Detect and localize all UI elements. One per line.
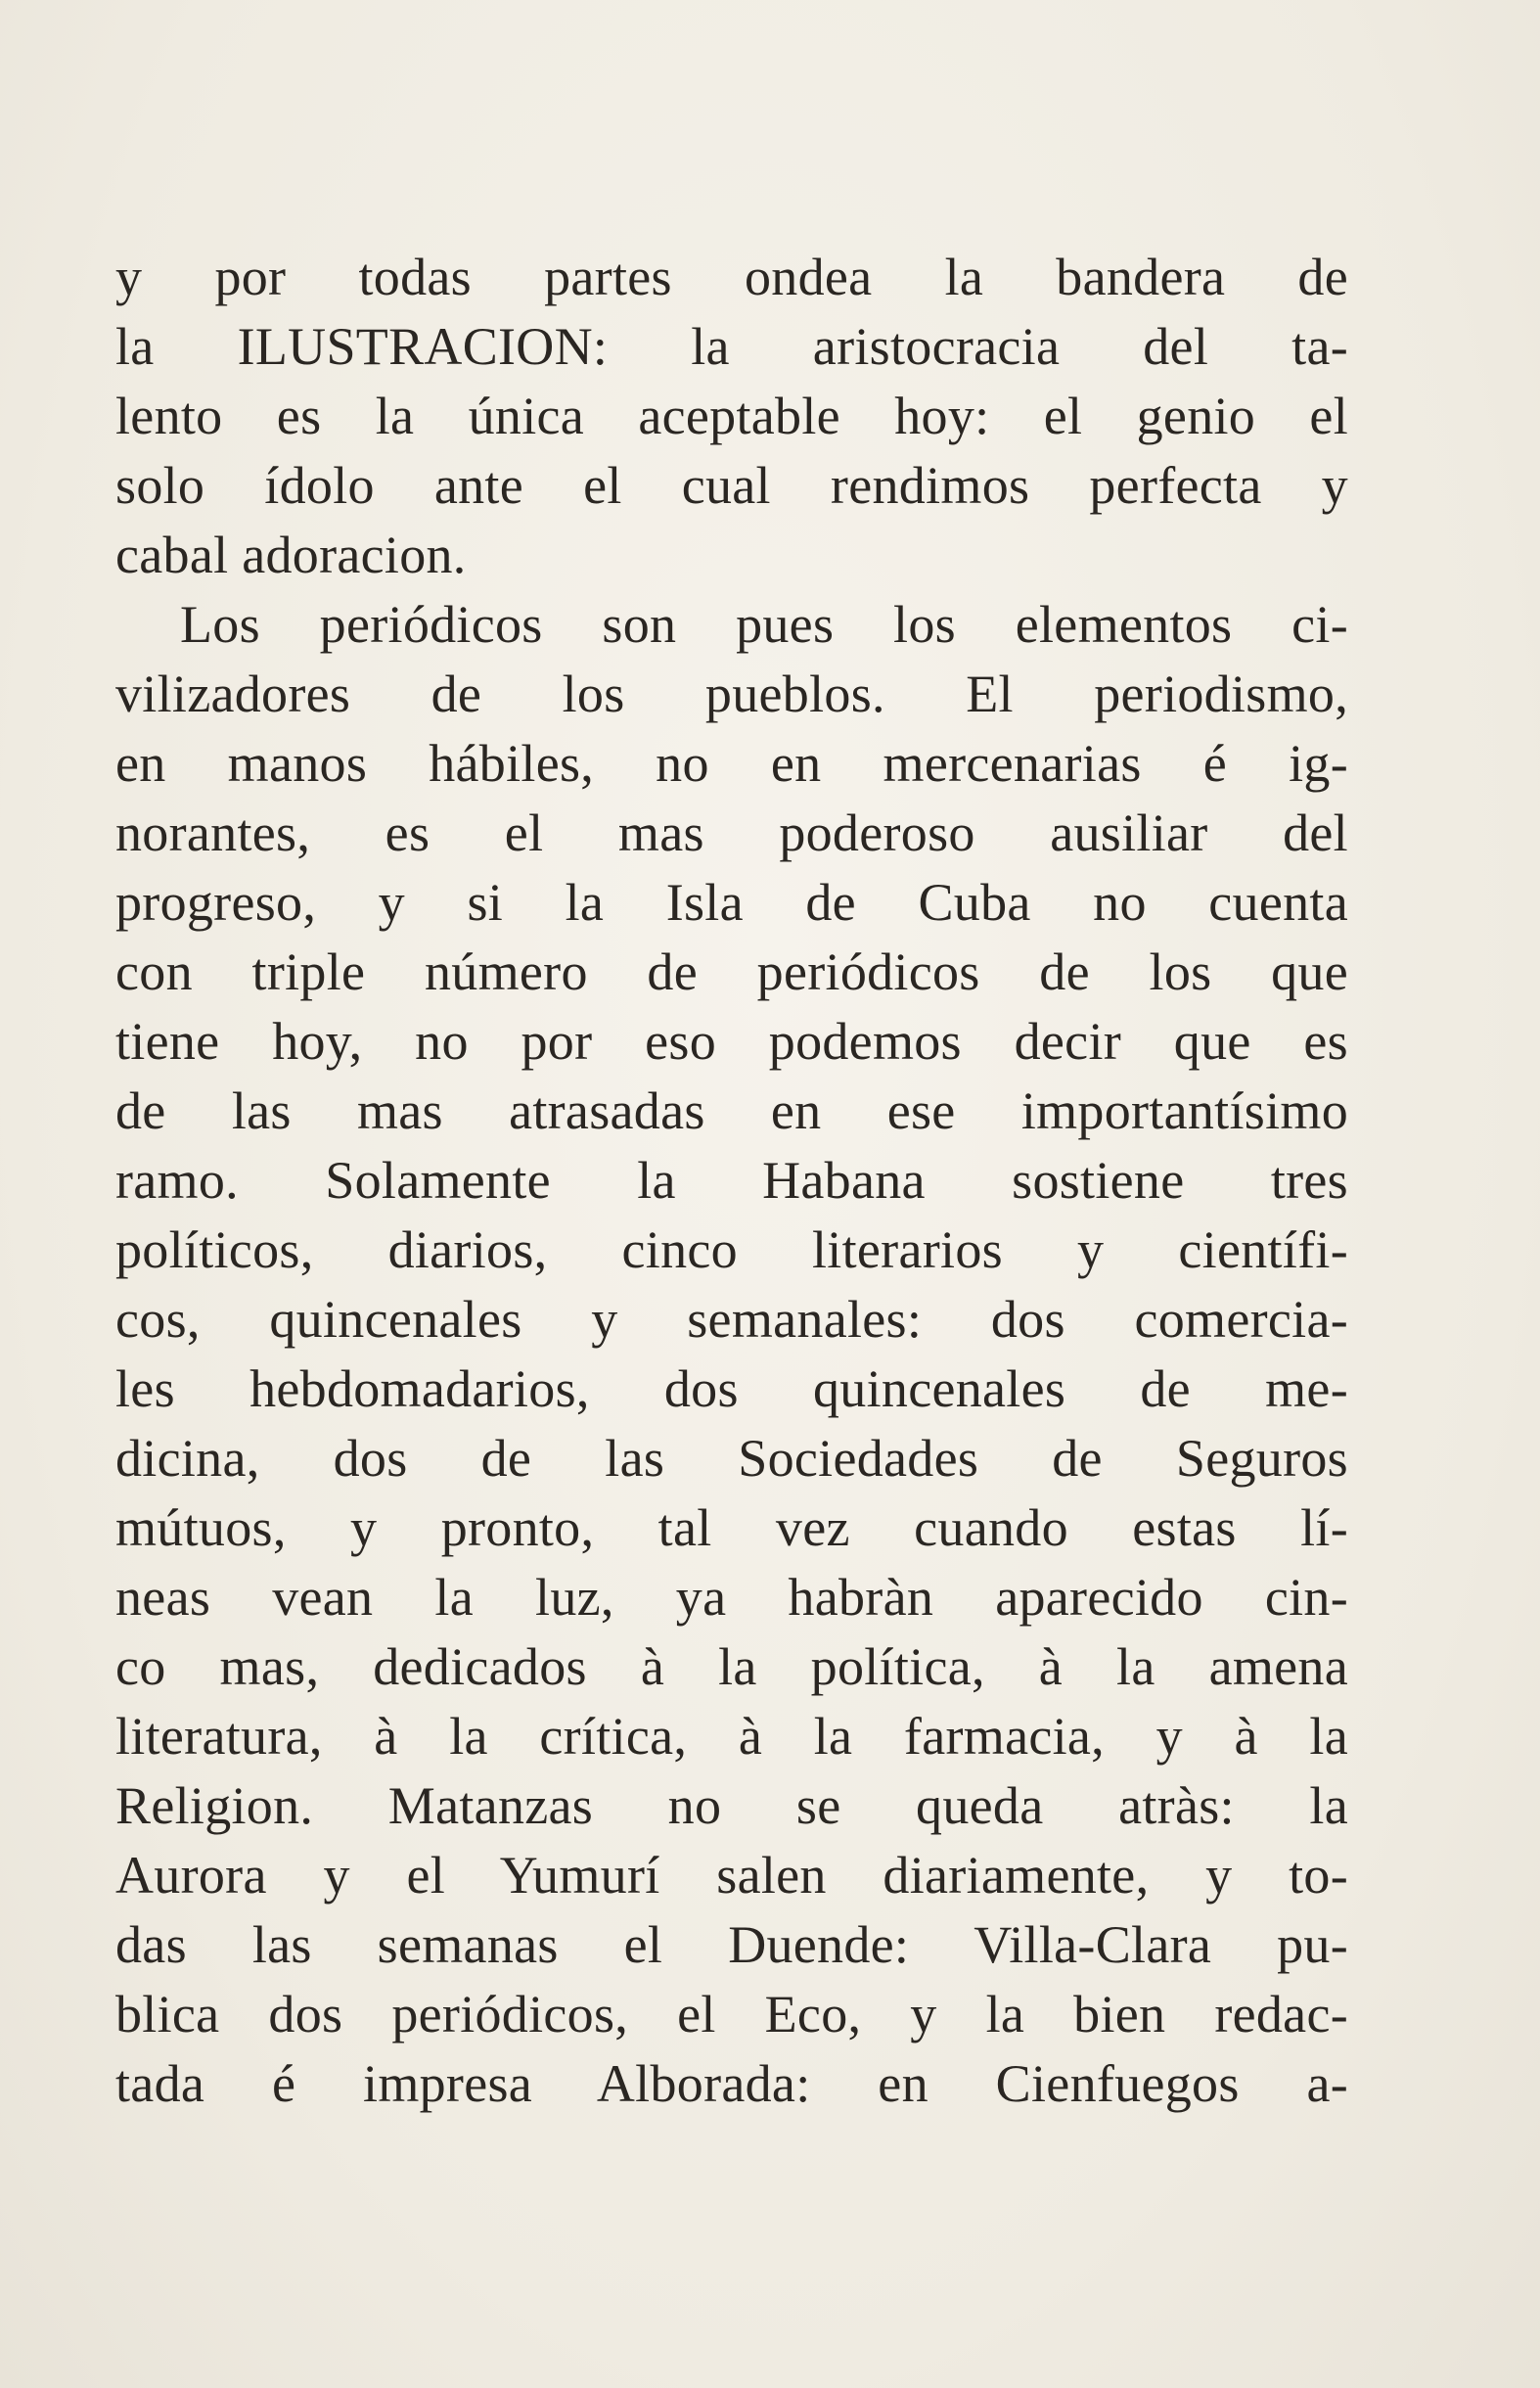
text-line: de las mas atrasadas en ese importantísimo — [115, 1081, 1348, 1140]
text-line: Religion. Matanzas no se queda atràs: la — [115, 1776, 1348, 1835]
text-line: con triple número de periódicos de los que — [115, 942, 1348, 1001]
text-line: literatura, à la crítica, à la farmacia, y à la — [115, 1707, 1348, 1766]
text-line: ramo. Solamente la Habana sostiene tres — [115, 1151, 1348, 1210]
text-line: das las semanas el Duende: Villa-Clara pu- — [115, 1915, 1348, 1974]
text-line: tada é impresa Alborada: en Cienfuegos a- — [115, 2054, 1348, 2113]
text-line: norantes, es el mas poderoso ausiliar del — [115, 804, 1348, 862]
text-line: y por todas partes ondea la bandera de — [115, 248, 1348, 306]
text-line: mútuos, y pronto, tal vez cuando estas lí- — [115, 1498, 1348, 1557]
text-line: dicina, dos de las Sociedades de Seguros — [115, 1429, 1348, 1488]
text-line: Los periódicos son pues los elementos ci- — [180, 595, 1348, 654]
page-text — [115, 243, 1348, 2119]
text-line: vilizadores de los pueblos. El periodismo, — [115, 665, 1348, 723]
text-line: progreso, y si la Isla de Cuba no cuenta — [115, 873, 1348, 932]
text-line: en manos hábiles, no en mercenarias é ig- — [115, 734, 1348, 793]
text-line: blica dos periódicos, el Eco, y la bien redac- — [115, 1985, 1348, 2044]
text-line: Aurora y el Yumurí salen diariamente, y to- — [115, 1846, 1348, 1905]
text-line: neas vean la luz, ya habràn aparecido cin- — [115, 1568, 1348, 1627]
text-line: la ILUSTRACION: la aristocracia del ta- — [115, 317, 1348, 376]
text-line: solo ídolo ante el cual rendimos perfecta y — [115, 456, 1348, 515]
text-line: cabal adoracion. — [115, 526, 467, 584]
text-line: políticos, diarios, cinco literarios y científi- — [115, 1220, 1348, 1279]
text-line: co mas, dedicados à la política, à la amena — [115, 1637, 1348, 1696]
text-line: lento es la única aceptable hoy: el genio el — [115, 387, 1348, 445]
text-line: les hebdomadarios, dos quincenales de me- — [115, 1359, 1348, 1418]
text-line: cos, quincenales y semanales: dos comercia- — [115, 1290, 1348, 1349]
text-line: tiene hoy, no por eso podemos decir que es — [115, 1012, 1348, 1071]
